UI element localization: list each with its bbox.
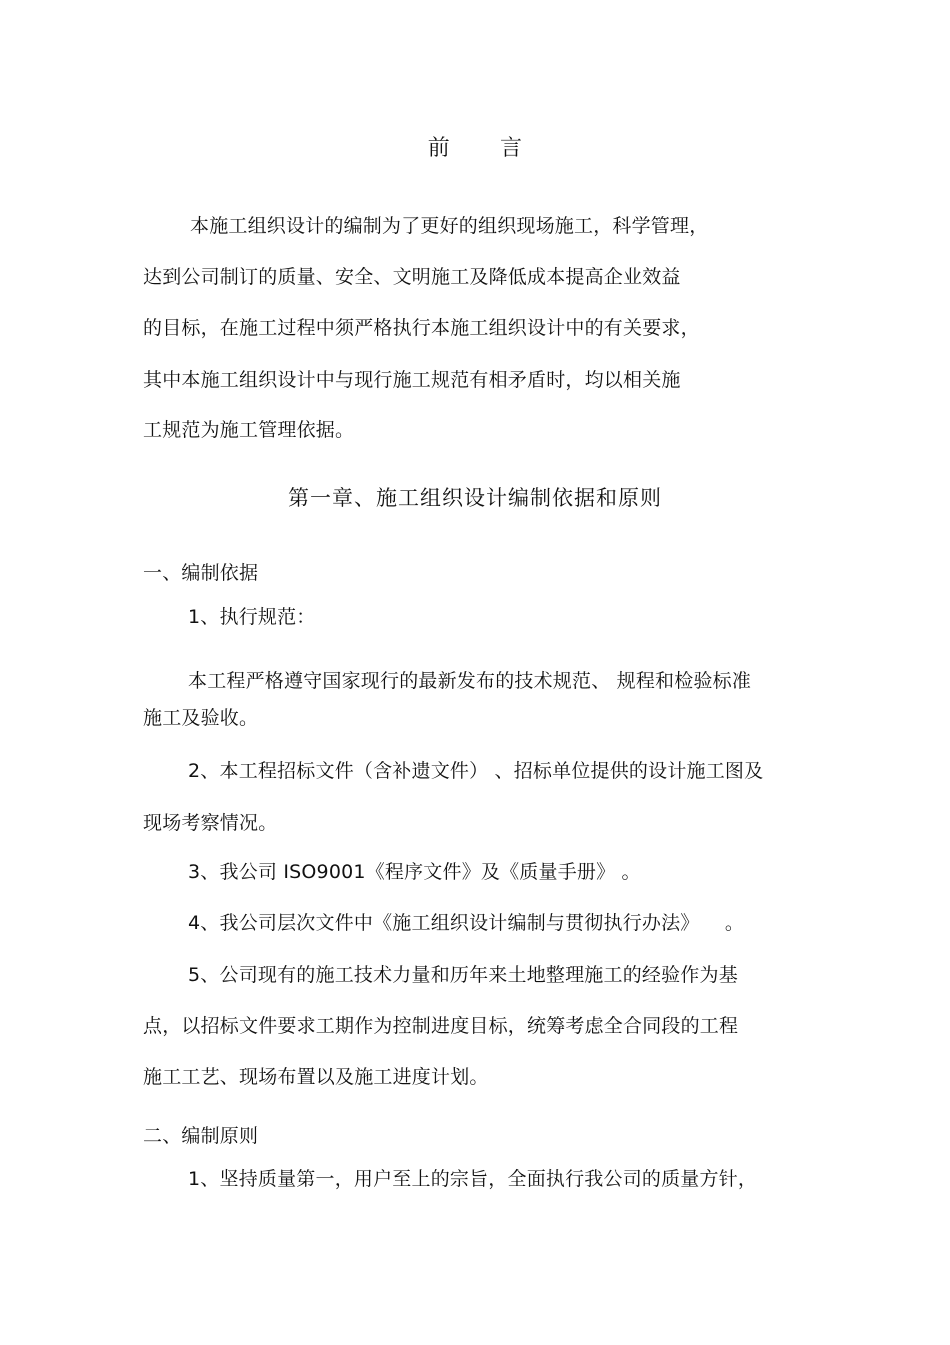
preface-paragraph-line: 其中本施工组织设计中与现行施工规范有相矛盾时，均以相关施 (143, 369, 681, 391)
preface-paragraph-line: 工规范为施工管理依据。 (143, 419, 355, 441)
item-1-heading: 1、执行规范： (188, 606, 316, 628)
item-1-text-line: 本工程严格遵守国家现行的最新发布的技术规范、 规程和检验标准 (188, 670, 752, 692)
preface-title-char-2: 言 (500, 136, 523, 161)
section-two-heading: 二、编制原则 (143, 1125, 259, 1147)
preface-title (0, 137, 950, 161)
section-two-item-1: 1、坚持质量第一，用户至上的宗旨，全面执行我公司的质量方针， (188, 1168, 758, 1190)
preface-title-char-1: 前 (427, 136, 450, 161)
item-1-text-line: 施工及验收。 (143, 707, 259, 729)
item-3: 3、我公司 ISO9001《程序文件》及《质量手册》 。 (188, 861, 641, 883)
item-5-line: 5、公司现有的施工技术力量和历年来土地整理施工的经验作为基 (188, 964, 738, 986)
section-one-heading: 一、编制依据 (143, 562, 259, 584)
chapter-one-title: 第一章、施工组织设计编制依据和原则 (288, 486, 662, 510)
preface-paragraph-line: 的目标，在施工过程中须严格执行本施工组织设计中的有关要求， (143, 317, 700, 339)
item-5-line: 点，以招标文件要求工期作为控制进度目标，统筹考虑全合同段的工程 (143, 1015, 739, 1037)
item-5-line: 施工工艺、现场布置以及施工进度计划。 (143, 1066, 489, 1088)
preface-paragraph-line: 本施工组织设计的编制为了更好的组织现场施工，科学管理， (190, 215, 709, 237)
item-4: 4、我公司层次文件中《施工组织设计编制与贯彻执行办法》 。 (188, 912, 745, 934)
item-2-line: 现场考察情况。 (143, 812, 278, 834)
item-2-line: 2、本工程招标文件（含补遗文件） 、招标单位提供的设计施工图及 (188, 760, 764, 782)
preface-paragraph-line: 达到公司制订的质量、安全、文明施工及降低成本提高企业效益 (143, 266, 681, 288)
